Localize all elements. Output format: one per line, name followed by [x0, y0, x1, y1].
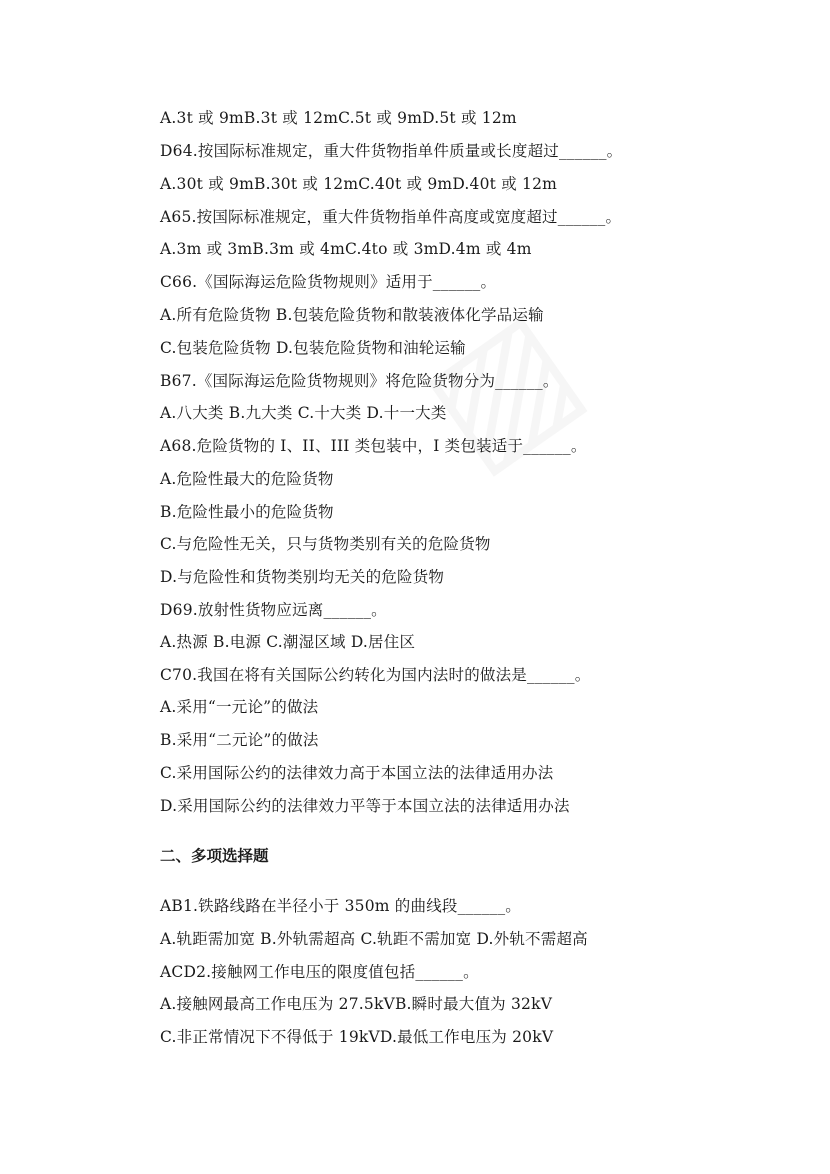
text-line: D.与危险性和货物类别均无关的危险货物 [160, 568, 445, 586]
text-line: A.危险性最大的危险货物 [160, 470, 334, 488]
text-line: B.危险性最小的危险货物 [160, 503, 334, 521]
text-line: B.采用“二元论”的做法 [160, 731, 319, 749]
text-line: B67.《国际海运危险货物规则》将危险货物分为______。 [160, 372, 559, 390]
text-line: D64.按国际标准规定，重大件货物指单件质量或长度超过______。 [160, 142, 623, 160]
text-line: A68.危险货物的 I、II、III 类包装中，I 类包装适于______。 [160, 437, 587, 455]
text-line: C.包装危险货物 D.包装危险货物和油轮运输 [160, 339, 466, 357]
text-line: A65.按国际标准规定，重大件货物指单件高度或宽度超过______。 [160, 208, 622, 226]
text-line: ACD2.接触网工作电压的限度值包括______。 [160, 963, 479, 981]
text-line: AB1.铁路线路在半径小于 350m 的曲线段______。 [160, 897, 522, 915]
text-line: A.30t 或 9mB.30t 或 12mC.40t 或 9mD.40t 或 12m [160, 175, 558, 193]
text-line: D.采用国际公约的法律效力平等于本国立法的法律适用办法 [160, 797, 570, 815]
section-heading: 二、多项选择题 [160, 847, 269, 865]
text-line: A.3t 或 9mB.3t 或 12mC.5t 或 9mD.5t 或 12m [160, 109, 517, 127]
text-line: A.所有危险货物 B.包装危险货物和散装液体化学品运输 [160, 306, 544, 324]
text-line: C66.《国际海运危险货物规则》适用于______。 [160, 273, 497, 291]
text-line: C.采用国际公约的法律效力高于本国立法的法律适用办法 [160, 764, 554, 782]
text-line: A.采用“一元论”的做法 [160, 698, 319, 716]
text-line: C.非正常情况下不得低于 19kVD.最低工作电压为 20kV [160, 1028, 554, 1046]
text-line: A.接触网最高工作电压为 27.5kVB.瞬时最大值为 32kV [160, 995, 553, 1013]
text-line: C.与危险性无关，只与货物类别有关的危险货物 [160, 535, 491, 553]
text-line: D69.放射性货物应远离______。 [160, 601, 387, 619]
text-line: A.八大类 B.九大类 C.十大类 D.十一大类 [160, 404, 447, 422]
text-line: A.热源 B.电源 C.潮湿区域 D.居住区 [160, 633, 416, 651]
text-line: A.3m 或 3mB.3m 或 4mC.4to 或 3mD.4m 或 4m [160, 240, 532, 258]
text-line: A.轨距需加宽 B.外轨需超高 C.轨距不需加宽 D.外轨不需超高 [160, 930, 588, 948]
text-line: C70.我国在将有关国际公约转化为国内法时的做法是______。 [160, 666, 591, 684]
